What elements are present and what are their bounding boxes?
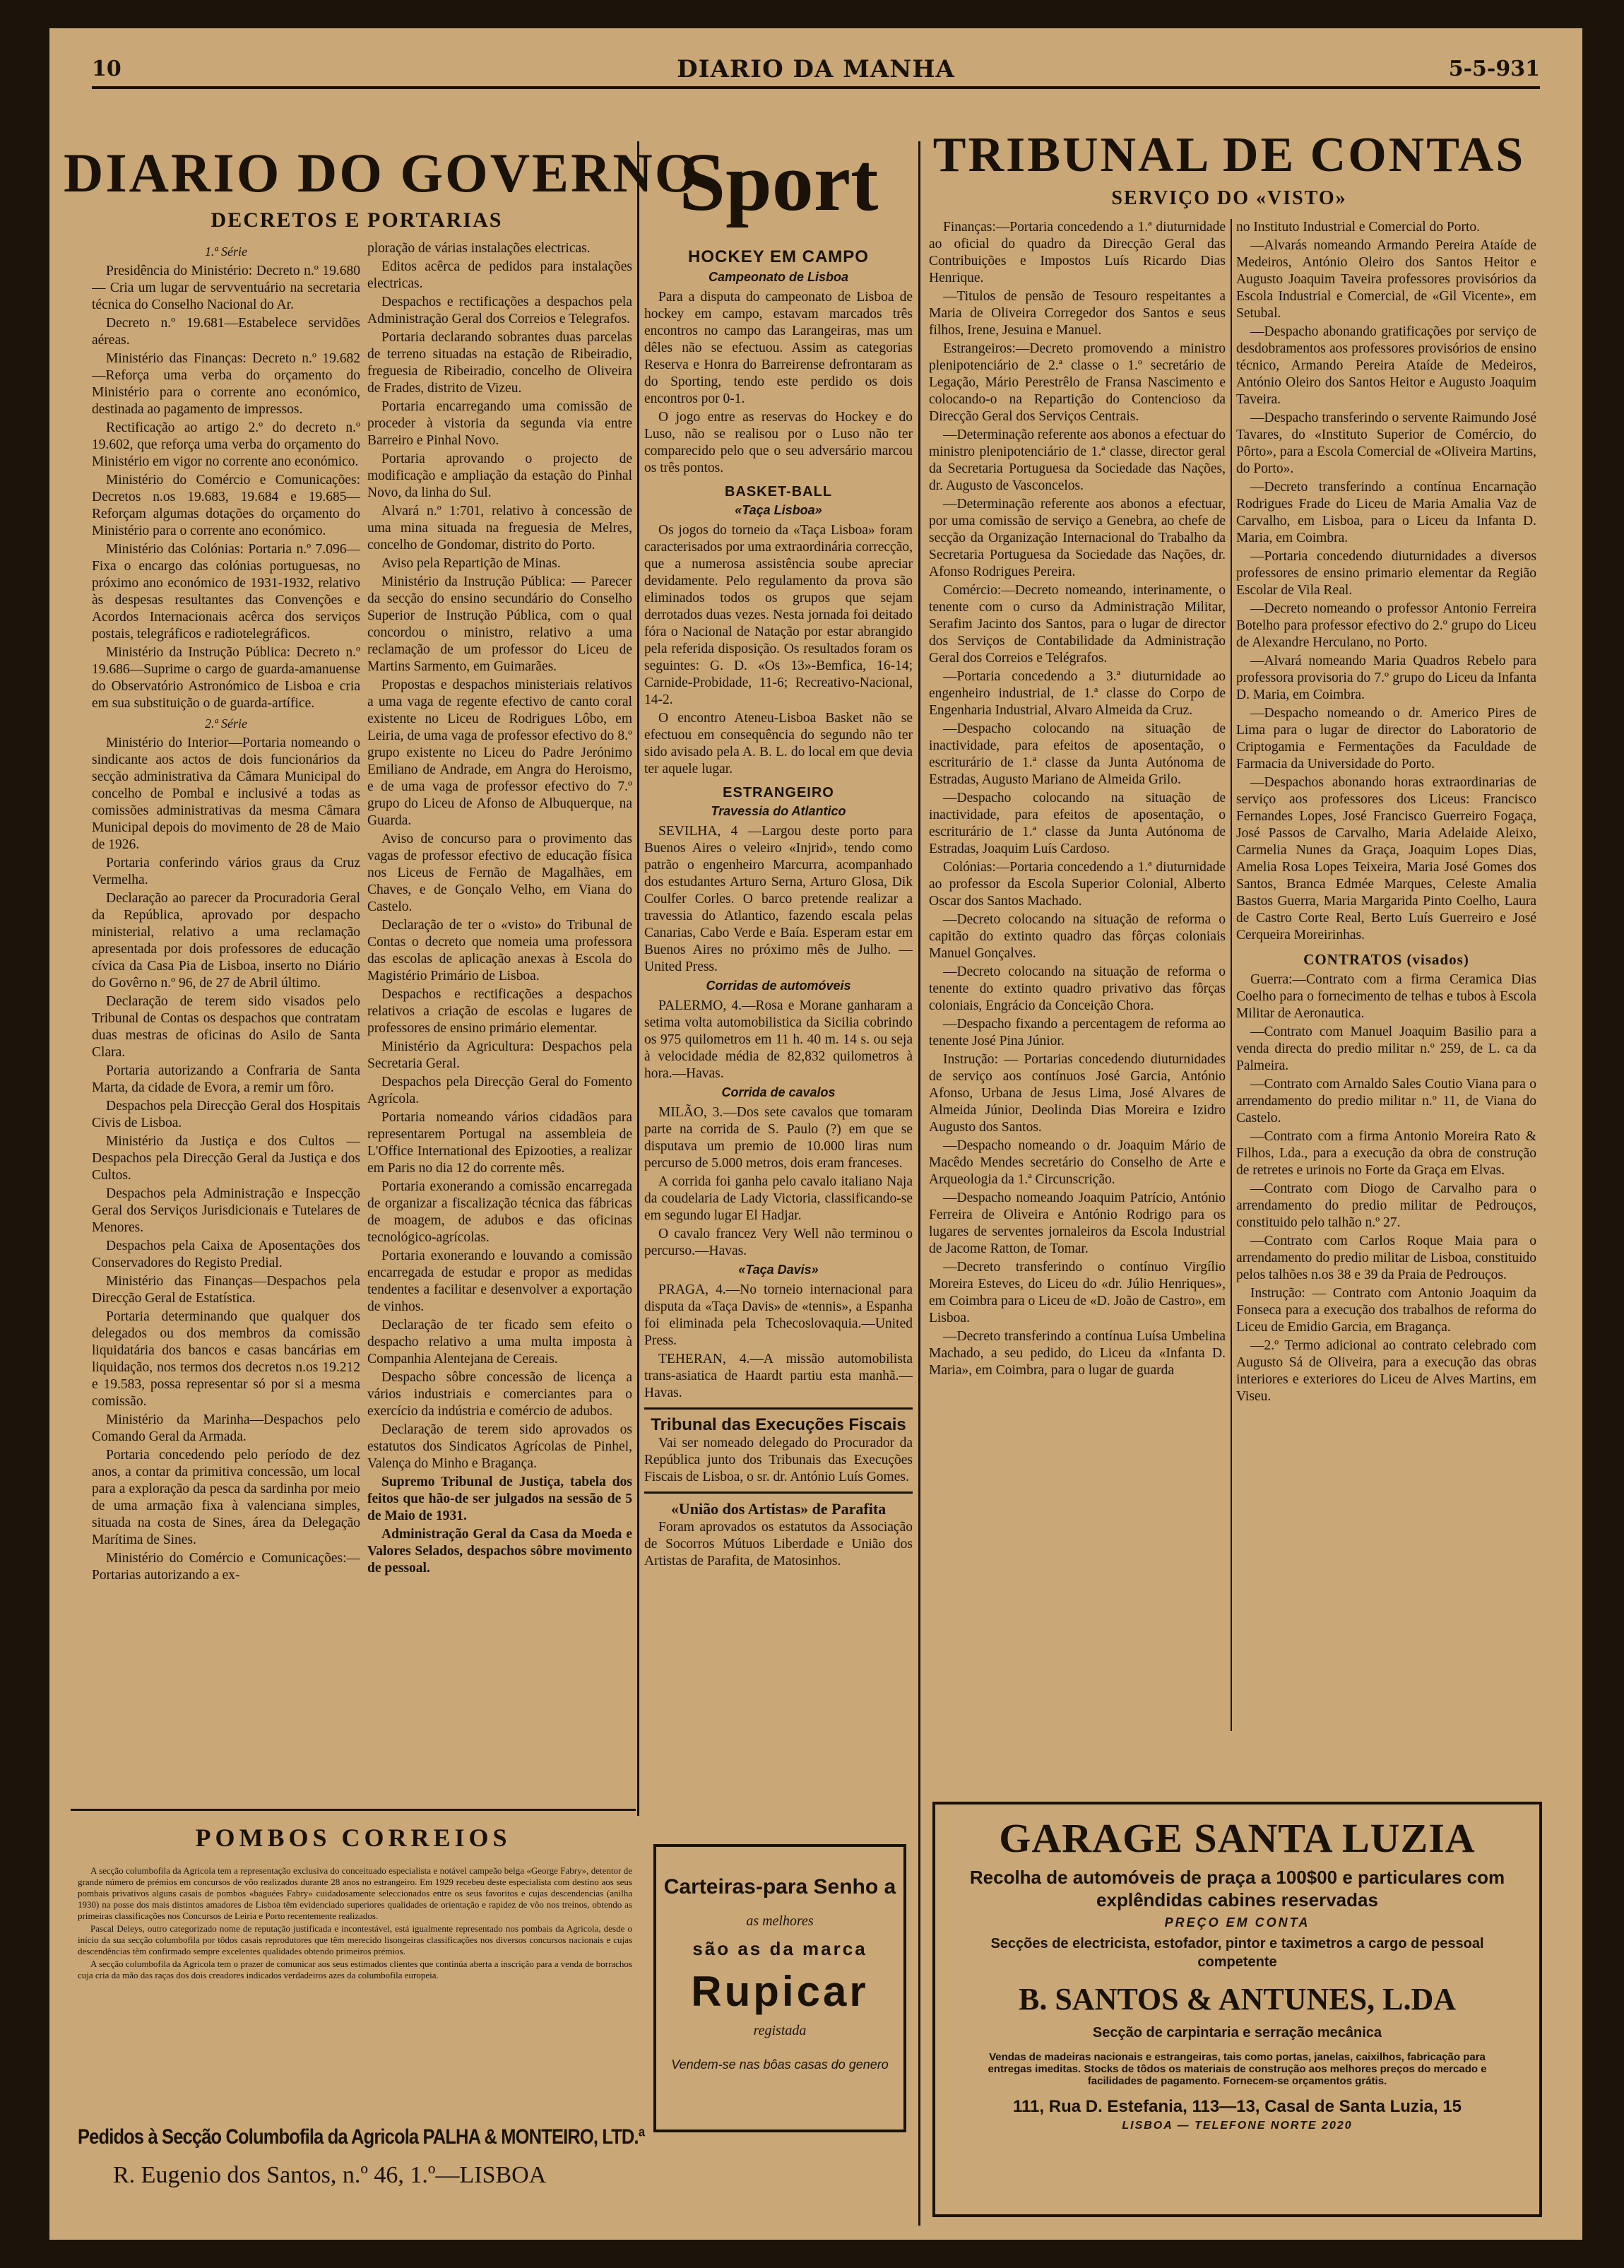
sport-item: Foram aprovados os estatutos da Associação de Socorros Mútuos Liberdade e União dos Artistas de Parafita, de Matosinhos. bbox=[644, 1520, 913, 1569]
garage-line-5: Vendas de madeiras nacionais e estrangeiras, tais como portas, janelas, caixilhos, fabricação para entregas imeditas. Stocks de tôdos os materiais de construção aos melhores preços do mercado e facilidades de pagamento. Fornecem-se orçamentos grátis. bbox=[988, 2051, 1487, 2087]
tribunal-inner-rule bbox=[1231, 219, 1232, 1731]
governo-item: Editos acêrca de pedidos para instalações electricas. bbox=[367, 259, 632, 291]
pombos-paragraph: Pascal Deleys, outro categorizado nome de reputação justificada e incontestável, está igualmente representado nos pombais da Agricola, desde o início da sua secção columbofila por tôdos casais reprodutores que têm merecido lisongeiras classificações nos diversos concursos nacionais e cujas descendências têm confirmado sempre excelentes qualidades obtendo primeiros prémios. bbox=[78, 1923, 632, 1956]
governo-item: Ministério da Justiça e dos Cultos —Despachos pela Direcção Geral da Justiça e dos Cultos. bbox=[92, 1134, 360, 1183]
rupicar-registered: registada bbox=[753, 2023, 807, 2038]
governo-item: Aviso de concurso para o provimento das vagas de professor efectivo de educação física nos Liceus de Fernão de Magalhães, em Chaves, e de Gonçalo Velho, em Viana do Castelo. bbox=[367, 832, 632, 914]
basket-subheading: «Taça Lisboa» bbox=[735, 503, 822, 517]
garage-city: LISBOA — TELEFONE NORTE 2020 bbox=[1122, 2120, 1353, 2132]
column-rule-1 bbox=[637, 141, 639, 1816]
rupicar-line-5: Vendem-se nas bôas casas do genero bbox=[671, 2057, 889, 2072]
governo-item: Supremo Tribunal de Justiça, tabela dos feitos que hão-de ser julgados na sessão de 5 de Maio de 1931. bbox=[367, 1475, 632, 1523]
tribunal-item: —Despacho colocando na situação de inactividade, para efeitos de aposentação, o escriturário de 1.ª classe da Junta Autónoma de Estradas, Augusto Mariano de Almeida Grilo. bbox=[929, 721, 1226, 787]
governo-item: Declaração de terem sido visados pelo Tribunal de Contas os despachos que contratam duas mestras de oficinas do Asilo de Santa Clara. bbox=[92, 994, 360, 1060]
governo-item: Declaração de terem sido aprovados os estatutos dos Sindicatos Agrícolas de Pinhel, Valença do Minho e Bragança. bbox=[367, 1422, 632, 1471]
governo-title: DIARIO DO GOVERNO bbox=[64, 142, 700, 203]
tribunal-item: Colónias:—Portaria concedendo a 1.ª diuturnidade ao professor da Escola Superior Colonial, Alberto Oscar dos Santos Machado. bbox=[929, 860, 1226, 909]
governo-item: Portaria exonerando a comissão encarregada de organizar a fiscalização técnica das fábricas de moagem, de adubos e das oficinas tecnológico-agrícolas. bbox=[367, 1179, 632, 1245]
tribunal-column-1 bbox=[929, 219, 1226, 1731]
sport-item: Os jogos do torneio da «Taça Lisboa» foram caracterisados por uma extraordinária correcção, que a numerosa assistência soube apreciar devidamente. Pelo regulamento da prova são eliminados todos os grupos que sejam derrotados duas vezes. Nesta jornada foi deitado fóra o Nacional de Natação por estar abrangido pela referida disposição. Os resultados foram os seguintes: G. D. «Os 13»-Bemfica, 16-14; Carnide-Probidade, 11-6; Recreativo-Nacional, 14-2. bbox=[644, 523, 913, 707]
estrangeiro-heading: ESTRANGEIRO bbox=[723, 785, 834, 801]
sport-item: PRAGA, 4.—No torneio internacional para disputa da «Taça Davis» de «tennis», a Espanha foi eliminada pela Tchecoslovaquia.—United Press. bbox=[644, 1282, 913, 1348]
pombos-paragraph: A secção columbofila da Agricola tem a representação exclusiva do conceituado especialista e notável campeão belga «George Fabry», detentor de grande número de prémios em concursos de vôo realizados durante 28 anos no estrangeiro. Em 1929 recebeu deste especialista com destino aos seus pombais privativos alguns casais de pombos «baguées Fabry» cuidadosamente seleccionados entre os seus favoritos e cujas descendencias (anilha 1930) na posse dos mais distintos amadores de Lisboa têm evidenciado superiores qualidades de orientação e rapidez de vôo nos treinos, obtendo as primeiras classificações nos Concursos de Leiria e Porto recentemente realizados. bbox=[78, 1865, 632, 1921]
tribunal-item: —Decreto transferindo a contínua Luísa Umbelina Machado, a seu pedido, do Liceu da «Infanta D. Maria», em Coimbra, para o lugar de guarda bbox=[929, 1329, 1226, 1378]
garage-line-4: Secção de carpintaria e serração mecânica bbox=[1092, 2025, 1382, 2040]
tribunal-item: —Determinação referente aos abonos a efectuar do ministro plenipotenciário de 1.ª classe, director geral da Secretaria Portuguesa da Sociedade das Nações, dr. Augusto de Vasconcelos. bbox=[929, 427, 1226, 493]
column-rule-2 bbox=[918, 141, 920, 2226]
sport-item: SEVILHA, 4 —Largou deste porto para Buenos Aires o veleiro «Injrid», tendo como patrão o engenheiro Marcurra, acompanhado dos estudantes Arturo Serna, Arturo Glosa, Dik Coulfer Corles. O barco pretende realizar a travessia do Atlantico, fazendo escala pelas Canarias, Cabo Verde e Baía. Esperam estar em Buenos Aires no próximo mês de Julho. — United Press. bbox=[644, 824, 913, 974]
governo-column-1 bbox=[92, 240, 360, 1816]
governo-item: Despachos pela Administração e Inspecção Geral dos Serviços Jurisdicionais e Tutelares de Menores. bbox=[92, 1186, 360, 1235]
governo-item: Portaria concedendo pelo período de dez anos, a contar da primitiva concessão, um local para a exploração da pesca da sardinha por meio de uma armação fixa à valenciana simples, situada na costa de Sines, área da Delegação Marítima de Sines. bbox=[92, 1448, 360, 1547]
governo-subtitle: DECRETOS E PORTARIAS bbox=[211, 208, 503, 232]
governo-item: Portaria exonerando e louvando a comissão encarregada de estudar e propor as medidas tendentes a facilitar e desenvolver a exportação de vinhos. bbox=[367, 1248, 632, 1314]
travessia-subheading: Travessia do Atlantico bbox=[711, 804, 846, 818]
governo-item: Declaração de ter ficado sem efeito o despacho relativo a uma multa imposta à Companhia Alentejana de Cereais. bbox=[367, 1318, 632, 1366]
governo-item: Decreto n.º 19.681—Estabelece servidões aéreas. bbox=[92, 316, 360, 348]
sport-item: Para a disputa do campeonato de Lisboa de hockey em campo, estavam marcados três encontros no campo das Larangeiras, mas um dêles não se efectuou. Assim as categorias Reserva e Honra do Barreirense defrontaram as do Sporting, tendo este perdido os dois encontros por 0-1. bbox=[644, 290, 913, 406]
masthead-rule bbox=[92, 86, 1540, 89]
tribunal-item: —Decreto colocando na situação de reforma o capitão do extinto quadro das fôrças coloniais Manuel Gonçalves. bbox=[929, 912, 1226, 961]
governo-item: Portaria determinando que qualquer dos delegados ou dos membros da comissão liquidatária dos bancos e casas bancárias em liquidação, nos termos dos decretos n.os 19.212 e 19.583, possa representar só por si a mesma comissão. bbox=[92, 1309, 360, 1409]
tribunal-item: —Alvará nomeando Maria Quadros Rebelo para professora provisoria do 7.º grupo do Liceu da Infanta D. Maria, em Coimbra. bbox=[1236, 654, 1536, 702]
hockey-subheading: Campeonato de Lisboa bbox=[708, 270, 849, 284]
tribunal-item: Instrução: — Contrato com Antonio Joaquim da Fonseca para a execução dos trabalhos de reforma do Liceu de Emidio Garcia, em Bragança. bbox=[1236, 1286, 1536, 1335]
governo-item: Administração Geral da Casa da Moeda e Valores Selados, despachos sôbre movimento de pessoal. bbox=[367, 1527, 632, 1576]
pombos-top-rule bbox=[71, 1809, 636, 1811]
cavalos-subheading: Corrida de cavalos bbox=[721, 1085, 836, 1099]
newspaper-name: DIARIO DA MANHA bbox=[677, 55, 955, 83]
serie-1: 1.ª Série bbox=[205, 244, 247, 259]
governo-item: Ministério das Finanças: Decreto n.º 19.682—Reforça uma verba do orçamento do Ministério para o corrente ano económico, destinada ao pagamento de impressos. bbox=[92, 351, 360, 417]
sport-item: O cavalo francez Very Well não terminou o percurso.—Havas. bbox=[644, 1227, 913, 1258]
governo-item: Ministério do Comércio e Comunicações: Decretos n.os 19.683, 19.684 e 19.685—Reforçam algumas dotações do orçamento do Ministério para o corrente ano económico. bbox=[92, 473, 360, 538]
garage-address: 111, Rua D. Estefania, 113—13, Casal de Santa Luzia, 15 bbox=[1013, 2097, 1462, 2116]
tribunal-item: —Portaria concedendo diuturnidades a diversos professores de ensino primario elementar da Região Escolar de Vila Real. bbox=[1236, 549, 1536, 598]
sport-item: TEHERAN, 4.—A missão automobilista trans-asiatica de Haardt partiu esta manhã.—Havas. bbox=[644, 1352, 913, 1400]
page-number: 10 bbox=[92, 57, 121, 81]
tribunal-item: —Contrato com Manuel Joaquim Basilio para a venda directa do predio militar n.º 259, de L. ca da Palmeira. bbox=[1236, 1024, 1536, 1073]
sport-divider bbox=[644, 1407, 913, 1410]
tribunal-item: Estrangeiros:—Decreto promovendo a ministro plenipotenciário de 2.ª classe o 1.º secretário de Legação, Mário Perestrêlo de Fransa Nascimento e colocando-o na Repartição do Contencioso da Direcção Geral dos Serviços Centrais. bbox=[929, 341, 1226, 424]
tribunal-column-2 bbox=[1236, 219, 1536, 1731]
governo-item: Despachos pela Direcção Geral dos Hospitais Civis de Lisboa. bbox=[92, 1099, 360, 1130]
governo-item: Ministério da Instrução Pública: Decreto n.º 19.686—Suprime o cargo de guarda-amanuense do Observatório Astronómico de Lisboa e cria em sua substituição o de guarda-artífice. bbox=[92, 645, 360, 711]
governo-item: Rectificação ao artigo 2.º do decreto n.º 19.602, que reforça uma verba do orçamento do Ministério em vigor no corrente ano económico. bbox=[92, 420, 360, 469]
tribunal-item: —Despacho abonando gratificações por serviço de desdobramentos aos professores provisórios de ensino técnico, Armando Pereira Ataíde de Medeiros, António Oleiro dos Santos Heitor e Augusto Joaquim Taveira. bbox=[1236, 324, 1536, 407]
governo-item: Ministério das Colónias: Portaria n.º 7.096—Fixa o encargo das colónias portuguesas, no próximo ano económico de 1931-1932, relativo às despesas resultantes das Convenções e Acordos Internacionais acêrca dos serviços postais, telegráficos e radiotelegráficos. bbox=[92, 542, 360, 642]
rupicar-line-3: são as da marca bbox=[692, 1938, 867, 1959]
governo-item: Portaria encarregando uma comissão de proceder à vistoria da segunda via entre Barreiro e Pinhal Novo. bbox=[367, 399, 632, 448]
tribunal-item: —Contrato com a firma Antonio Moreira Rato & Filhos, Lda., para a execução da obra de construção de retretes e urinois no Forte da Graça em Elvas. bbox=[1236, 1129, 1536, 1178]
tribunal-item: —Despachos abonando horas extraordinarias de serviço aos professores dos Liceus: Francisco Fernandes Lopes, José Francisco Guerreiro Fogaça, José Passos de Carvalho, Maria Adelaide Aleixo, Carmelia Nunes da Graça, Joaquim Lopes Dias, Amelia Rosa Lopes Teixeira, Maria José Gomes dos Santos, Branca Edmée Marques, Celeste Amalia Bastos Guerra, Maria Margarida Pinto Coelho, Laura de Castro Corte Real, Berto Luís Guerreiro e José Cerqueira Moreirinhas. bbox=[1236, 775, 1536, 943]
tribunal-item: —Despacho nomeando Joaquim Patrício, António Ferreira de Oliveira e António Rodrigo para os lugares de serventes jornaleiros da Escola Industrial de Jacome Ratton, de Tomar. bbox=[929, 1191, 1226, 1256]
contratos-heading: CONTRATOS (visados) bbox=[1303, 951, 1469, 968]
sport-item: MILÃO, 3.—Dos sete cavalos que tomaram parte na corrida de S. Paulo (?) em que se disputava um premio de 10.000 liras num percurso de 5.000 metros, dois eram franceses. bbox=[644, 1105, 913, 1171]
governo-item: Despachos e rectificações a despachos pela Administração Geral dos Correios e Telegrafos. bbox=[367, 295, 632, 326]
garage-title: GARAGE SANTA LUZIA bbox=[999, 1815, 1476, 1861]
pombos-title: POMBOS CORREIOS bbox=[195, 1824, 511, 1852]
tribunal-item: —Portaria concedendo a 3.ª diuturnidade ao engenheiro industrial, de 1.ª classe do Corpo de Engenharia Industrial, Alvaro Almeida da Cruz. bbox=[929, 669, 1226, 718]
governo-item: Portaria autorizando a Confraria de Santa Marta, da cidade de Evora, a remir um fôro. bbox=[92, 1063, 360, 1095]
tribunal-item: —Despacho nomeando o dr. Americo Pires de Lima para o lugar de director do Laboratorio de Criptogamia e Fermentações da Faculdade de Farmacia da Universidade do Porto. bbox=[1236, 706, 1536, 772]
tribunal-item: —Contrato com Carlos Roque Maia para o arrendamento do predio militar de Lisboa, constituido pelos talhões n.os 38 e 39 da Praia de Pedrouços. bbox=[1236, 1234, 1536, 1282]
tribunal-item: —Alvarás nomeando Armando Pereira Ataíde de Medeiros, António Oleiro dos Santos Heitor e Augusto Joaquim Taveira professores provisórios da Escola Industrial e Comercial, de «Gil Vicente», em Setubal. bbox=[1236, 238, 1536, 321]
tribunal-item: —Titulos de pensão de Tesouro respeitantes a Maria de Oliveira Corregedor dos Santos e seus filhos, Irene, Jesuina e Manuel. bbox=[929, 289, 1226, 338]
garage-line-3: Secções de electricista, estofador, pintor e taximetros a cargo de pessoal competente bbox=[990, 1936, 1484, 1970]
governo-item: Ministério do Interior—Portaria nomeando o sindicante aos actos de dois funcionários da secção administrativa da Câmara Municipal do concelho de Pombal e inclusivé a todas as comissões administrativas da mesma Câmara Municipal depois do movimento de 28 de Maio de 1926. bbox=[92, 736, 360, 852]
sport-divider bbox=[644, 1492, 913, 1494]
governo-item: ploração de várias instalações electricas. bbox=[367, 241, 591, 256]
tribunal-item: —Despacho transferindo o servente Raimundo José Tavares, do «Instituto Superior de Comércio, do Pôrto», para a Escola Comercial de «Oliveira Martins, do Porto». bbox=[1236, 411, 1536, 476]
governo-item: Ministério da Marinha—Despachos pelo Comando Geral da Armada. bbox=[92, 1412, 360, 1444]
sport-item: Vai ser nomeado delegado do Procurador da República junto dos Tribunais das Execuções Fiscais de Lisboa, o sr. dr. António Luís Gomes. bbox=[644, 1436, 913, 1484]
execucoes-heading: Tribunal das Execuções Fiscais bbox=[651, 1415, 906, 1434]
hockey-heading: HOCKEY EM CAMPO bbox=[688, 247, 869, 266]
davis-subheading: «Taça Davis» bbox=[738, 1263, 819, 1277]
sport-item: O encontro Ateneu-Lisboa Basket não se efectuou em consequência do segundo não ter sido avisado pela A. B. L. do local em que devia ter aquele lugar. bbox=[644, 711, 913, 776]
garage-line-1: Recolha de automóveis de praça a 100$00 e particulares com explêndidas cabines reservadas bbox=[969, 1867, 1505, 1910]
pombos-address: R. Eugenio dos Santos, n.º 46, 1.º—LISBOA bbox=[113, 2162, 547, 2188]
tribunal-item: Guerra:—Contrato com a firma Ceramica Dias Coelho para o fornecimento de telhas e tubos à Escola Militar de Aeronautica. bbox=[1236, 972, 1536, 1021]
governo-item: Declaração ao parecer da Procuradoria Geral da República, aprovado por despacho ministerial, relativo a uma reclamação apresentada por dois professores de educação cívica da Casa Pia de Lisboa, inserto no Diário do Govêrno n.º 96, de 27 de Abril último. bbox=[92, 891, 360, 991]
tribunal-item: —Decreto transferindo a contínua Encarnação Rodrigues Frade do Liceu de Maria Amalia Vaz de Carvalho, em Lisboa, para o Liceu da Infanta D. Maria, em Coimbra. bbox=[1236, 480, 1536, 545]
governo-item: Ministério do Comércio e Comunicações:—Portarias autorizando a ex- bbox=[92, 1551, 360, 1583]
pombos-text bbox=[78, 1865, 632, 2120]
garage-ad bbox=[932, 1802, 1542, 2217]
governo-column-2 bbox=[367, 240, 632, 1816]
tribunal-item: —Determinação referente aos abonos a efectuar, por uma comissão de serviço a Genebra, ao chefe de secção da Organização Internacional do Trabalho da Secretaria Portuguesa da Sociedade das Nações, dr. Afonso Rodrigues Pereira. bbox=[929, 497, 1226, 579]
governo-item: Presidência do Ministério: Decreto n.º 19.680 — Cria um lugar de servventuário na secretaria técnica do Conselho Nacional do Ar. bbox=[92, 264, 360, 312]
governo-item: Despacho sôbre concessão de licença a vários industriais e comerciantes para o exercício da indústria e comércio de adubos. bbox=[367, 1370, 632, 1419]
tribunal-item: —Despacho fixando a percentagem de reforma ao tenente José Pina Júnior. bbox=[929, 1017, 1226, 1049]
tribunal-item: —Decreto transferindo o contínuo Virgílio Moreira Esteves, do Liceu do «dr. Júlio Henriques», em Coimbra para o Liceu de «D. João de Castro», em Lisboa. bbox=[929, 1260, 1226, 1325]
basket-heading: BASKET-BALL bbox=[724, 484, 833, 500]
tribunal-title: TRIBUNAL DE CONTAS bbox=[932, 128, 1526, 182]
governo-item: Despachos e rectificações a despachos relativos a criação de escolas e lugares de professores de ensino primário elementar. bbox=[367, 987, 632, 1036]
governo-item: Declaração de ter o «visto» do Tribunal de Contas o decreto que nomeia uma professora das escolas de aplicação anexas à Escola do Magistério Primário de Lisboa. bbox=[367, 918, 632, 984]
tribunal-item: —2.º Termo adicional ao contrato celebrado com Augusto Sá de Oliveira, para a execução das obras interiores e exteriores do Liceu de Alves Martins, em Viseu. bbox=[1236, 1338, 1536, 1404]
governo-item: Ministério da Instrução Pública: — Parecer da secção do ensino secundário do Conselho Superior de Instrução Pública, com o qual concordou o ministro, relativo a uma reclamação de um professor do Liceu de Martins Sarmento, em Guimarães. bbox=[367, 574, 632, 674]
issue-date: 5-5-931 bbox=[1448, 57, 1540, 81]
rupicar-ad bbox=[653, 1844, 906, 2132]
tribunal-item: no Instituto Industrial e Comercial do Porto. bbox=[1236, 220, 1480, 235]
governo-item: Aviso pela Repartição de Minas. bbox=[381, 556, 561, 571]
governo-item: Portaria conferindo vários graus da Cruz Vermelha. bbox=[92, 856, 360, 887]
rupicar-line-1: Carteiras-para Senho a bbox=[663, 1875, 896, 1898]
sport-item: A corrida foi ganha pelo cavalo italiano Naja da coudelaria de Lady Victoria, classificando-se em segundo lugar El Hadjar. bbox=[644, 1174, 913, 1223]
governo-item: Despachos pela Caixa de Aposentações dos Conservadores do Registo Predial. bbox=[92, 1239, 360, 1270]
garage-company: B. SANTOS & ANTUNES, L.DA bbox=[1018, 1982, 1456, 2016]
governo-item: Alvará n.º 1:701, relativo à concessão de uma mina situada na freguesia de Melres, concelho de Gondomar, distrito do Porto. bbox=[367, 504, 632, 553]
pombos-paragraph: A secção columbofila da Agricola tem o prazer de comunicar aos seus estimados clientes que continúa aberta a inscrição para a venda de borrachos cuja cria da mão das raças dos dois creadores indicados verdadeiros azes da columbofila europeia. bbox=[78, 1959, 632, 1980]
tribunal-item: —Decreto nomeando o professor Antonio Ferreira Botelho para professor efectivo do 2.º grupo do Liceu de Alexandre Herculano, no Porto. bbox=[1236, 601, 1536, 650]
garage-price: PREÇO EM CONTA bbox=[1164, 1915, 1310, 1930]
governo-item: Ministério da Agricultura: Despachos pela Secretaria Geral. bbox=[367, 1039, 632, 1071]
rupicar-line-2: as melhores bbox=[746, 1913, 814, 1929]
tribunal-item: —Contrato com Diogo de Carvalho para o arrendamento do predio militar de Pedrouços, constituido pelo talhão n.º 27. bbox=[1236, 1181, 1536, 1230]
uniao-heading: «União dos Artistas» de Parafita bbox=[670, 1500, 887, 1518]
governo-item: Portaria aprovando o projecto de modificação e ampliação da estação do Pinhal Novo, da linha do Sul. bbox=[367, 451, 632, 500]
tribunal-item: Comércio:—Decreto nomeando, interinamente, o tenente com o curso da Administração Militar, Serafim Jacinto dos Santos, para o lugar de director dos Serviços de Contabilidade da Administração Geral dos Correios e Telégrafos. bbox=[929, 583, 1226, 666]
tribunal-item: Instrução: — Portarias concedendo diuturnidades de serviço aos contínuos José Garcia, António Afonso, Urbana de Jesus Lima, José Alvares de Almeida Júnior, Deolinda Dias Moreira e Izidro Augusto dos Santos. bbox=[929, 1052, 1226, 1135]
governo-item: Propostas e despachos ministeriais relativos a uma vaga de regente efectivo de canto coral existente no Liceu de Rodrigues Lôbo, em Leiria, de uma vaga de professor efectivo do 8.º grupo existente no Liceu do Padre Jerónimo Emiliano de Andrade, em Angra do Heroismo, e de uma vaga de professor efectivo do 7.º grupo do Liceu de Afonso de Albuquerque, na Guarda. bbox=[367, 678, 632, 828]
tribunal-item: —Despacho nomeando o dr. Joaquim Mário de Macêdo Mendes secretário do Conselho de Arte e Arqueologia da 1.ª Circunscrição. bbox=[929, 1138, 1226, 1187]
tribunal-item: —Contrato com Arnaldo Sales Coutio Viana para o arrendamento do predio militar n.º 11, de Viana do Castelo. bbox=[1236, 1077, 1536, 1126]
sport-title: Sport bbox=[679, 136, 879, 228]
serie-2: 2.ª Série bbox=[205, 716, 247, 731]
tribunal-item: —Decreto colocando na situação de reforma o tenente do extinto quadro privativo das fôrças coloniais, Engrácio da Conceição Chora. bbox=[929, 964, 1226, 1013]
rupicar-brand: Rupicar bbox=[691, 1968, 869, 2015]
pombos-order-line: Pedidos à Secção Columbofila da Agricola PALHA & MONTEIRO, LTD.ª bbox=[78, 2125, 645, 2149]
governo-item: Portaria declarando sobrantes duas parcelas de terreno situadas na estação de Ribeiradio, freguesia de Ribeiradio, concelho de Oliveira de Frades, distrito de Vizeu. bbox=[367, 330, 632, 396]
tribunal-item: Finanças:—Portaria concedendo a 1.ª diuturnidade ao oficial do quadro da Direcção Geral das Contribuições e Impostos Luís Ricardo Dias Henrique. bbox=[929, 220, 1226, 285]
governo-item: Portaria nomeando vários cidadãos para representarem Portugal na assembleia de L'Office International des Epizooties, a realizar em Paris no dia 12 do corrente mês. bbox=[367, 1110, 632, 1176]
sport-item: O jogo entre as reservas do Hockey e do Luso, não se realisou por o Luso não ter comparecido pelo que o seu adversário marcou os três pontos. bbox=[644, 410, 913, 476]
governo-item: Despachos pela Direcção Geral do Fomento Agrícola. bbox=[367, 1075, 632, 1106]
tribunal-subtitle: SERVIÇO DO «VISTO» bbox=[1111, 187, 1347, 209]
automoveis-subheading: Corridas de automóveis bbox=[706, 979, 851, 993]
sport-item: PALERMO, 4.—Rosa e Morane ganharam a setima volta automobilistica da Sicilia cobrindo os 975 quilometros em 11 h. 40 m. 14 s. ou seja à velocidade média de 82,832 quilometros à hora.—Havas. bbox=[644, 998, 913, 1081]
tribunal-item: —Despacho colocando na situação de inactividade, para efeitos de aposentação, o escriturário de 1.ª classe da Junta Autónoma de Estradas, Joaquim Luís Cardoso. bbox=[929, 791, 1226, 856]
governo-item: Ministério das Finanças—Despachos pela Direcção Geral de Estatística. bbox=[92, 1274, 360, 1306]
newspaper-page bbox=[49, 28, 1582, 2240]
